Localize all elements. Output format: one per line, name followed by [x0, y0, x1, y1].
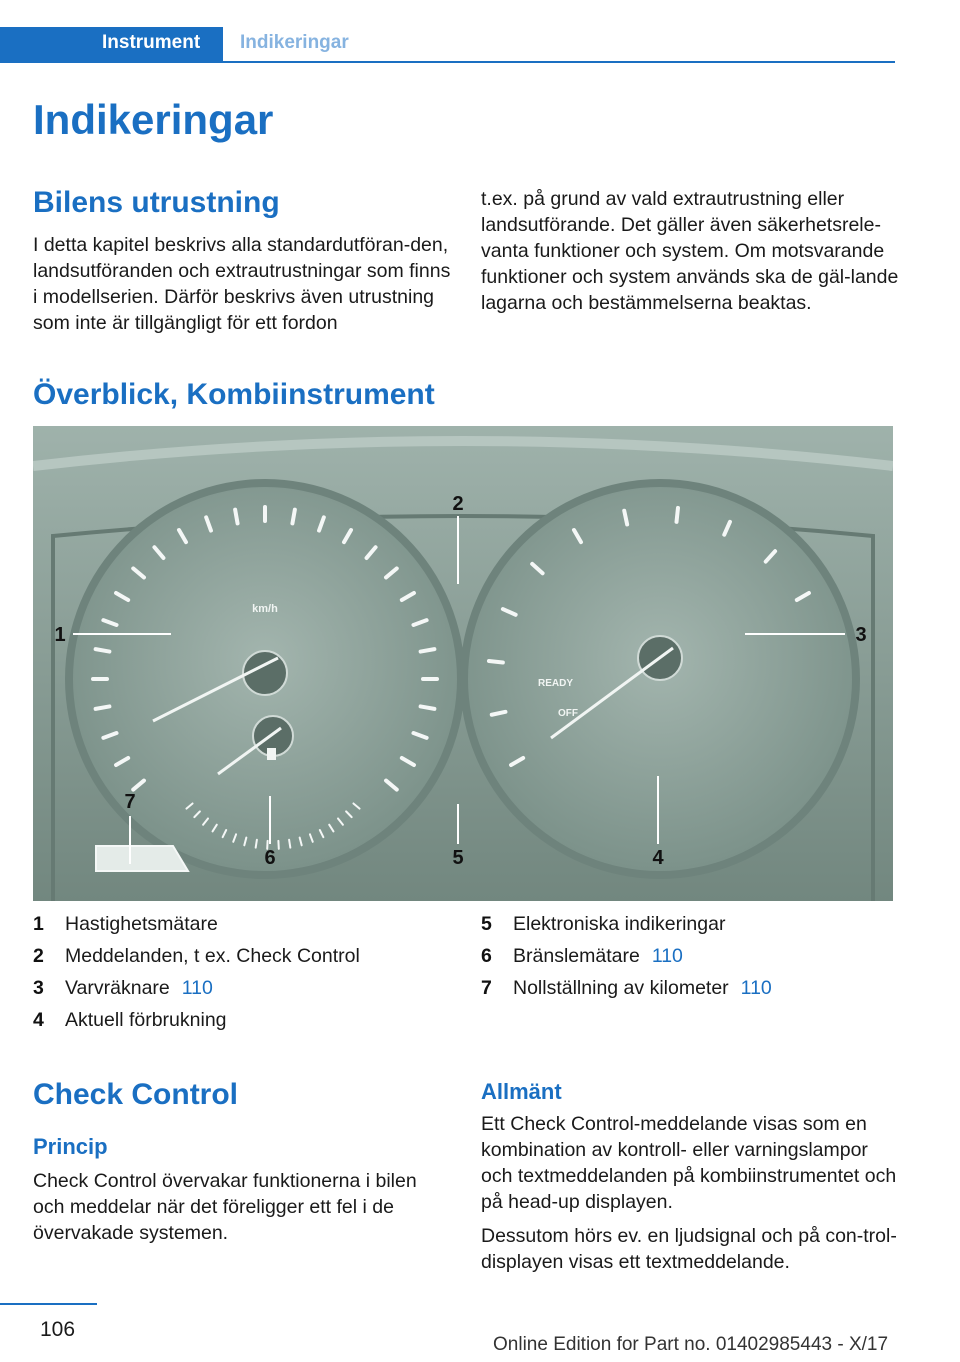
- legend-label: [65, 945, 360, 968]
- general-paragraph: Ett Check Control-meddelande visas som en kombination av kontroll- eller varningslampor och textmeddelanden på kombiinstrumentet och på head-up displayen.: [481, 1113, 897, 1213]
- callout-2: 2: [452, 493, 464, 515]
- page-header: [0, 27, 895, 63]
- gauge-tick: [489, 661, 503, 662]
- legend-number: 6: [481, 945, 492, 967]
- gauge-tick: [235, 510, 237, 524]
- ready-label: READY: [538, 678, 574, 689]
- equipment-paragraph-left: I detta kapitel beskrivs alla standardutföran-den, landsutföranden och extrautrustningar som finns i modellserien. Därför beskrivs även utrustning som inte är tillgängligt för ett fordon: [33, 234, 451, 334]
- gauge-tick: [96, 706, 110, 708]
- legend-label: [513, 977, 772, 1000]
- legend-left: [33, 913, 453, 1041]
- legend-label: [65, 1009, 227, 1032]
- instrument-cluster-figure: [33, 426, 893, 901]
- edition-note: Online Edition for Part no. 01402985443 - X/17: [493, 1334, 889, 1355]
- legend-item: [33, 945, 453, 977]
- equipment-text-right: [481, 186, 901, 324]
- legend-number: 7: [481, 977, 492, 999]
- callout-3: 3: [855, 624, 867, 646]
- page-reference-link[interactable]: 110: [740, 977, 772, 999]
- legend-label-text: Elektroniska indikeringar: [513, 913, 726, 935]
- legend-number: 1: [33, 913, 44, 935]
- gauge-tick: [292, 510, 294, 524]
- general-text-block: [481, 1111, 901, 1283]
- equipment-text-left: [33, 232, 453, 344]
- equipment-paragraph-right: t.ex. på grund av vald extrautrustning eller landsutförande. Det gäller även säkerhetsrele-vanta funktioner och system. Om motsvarande funktioner och system används ska de gäl-lande lagarna och bestämmelserna beaktas.: [481, 188, 899, 314]
- gauge-tick: [624, 511, 627, 525]
- legend-item: [33, 977, 453, 1009]
- legend-label: [513, 913, 725, 936]
- gauge-tick: [289, 840, 290, 848]
- principle-heading: Princip: [33, 1134, 108, 1159]
- legend-number: 4: [33, 1009, 44, 1031]
- principle-text-block: [33, 1168, 453, 1254]
- callout-1: 1: [54, 624, 66, 646]
- gauge-tick: [492, 712, 506, 715]
- legend-number: 2: [33, 945, 44, 967]
- callout-5: 5: [452, 847, 464, 869]
- general-paragraph: Dessutom hörs ev. en ljudsignal och på con-trol-displayen visas ett textmeddelande.: [481, 1225, 897, 1273]
- page-reference-link[interactable]: 110: [651, 945, 683, 967]
- overview-heading: Överblick, Kombiinstrument: [33, 378, 435, 411]
- off-label: OFF: [558, 708, 578, 719]
- legend-label: [65, 913, 218, 936]
- gauge-tick: [421, 649, 435, 651]
- legend-number: 3: [33, 977, 44, 999]
- page-title: Indikeringar: [33, 96, 274, 143]
- legend-label-text: Hastighetsmätare: [65, 913, 218, 935]
- general-heading: Allmänt: [481, 1079, 562, 1104]
- principle-paragraph: Check Control övervakar funktionerna i bilen och meddelar när det föreligger ett fel i de övervakade systemen.: [33, 1170, 417, 1244]
- legend-item: [481, 977, 901, 1009]
- legend-item: [33, 1009, 453, 1041]
- equipment-heading: Bilens utrustning: [33, 186, 280, 219]
- legend-label-text: Nollställning av kilometer: [513, 977, 729, 999]
- legend-item: [481, 913, 901, 945]
- legend-item: [481, 945, 901, 977]
- callout-4: 4: [652, 847, 664, 869]
- legend-label-text: Varvräknare: [65, 977, 170, 999]
- gauge-tick: [256, 840, 257, 848]
- gauge-tick: [96, 649, 110, 651]
- page-reference-link[interactable]: 110: [181, 977, 213, 999]
- legend-label-text: Meddelanden, t ex. Check Control: [65, 945, 360, 967]
- page-number: 106: [40, 1318, 76, 1341]
- legend-label-text: Bränslemätare: [513, 945, 640, 967]
- header-tab-indikeringar[interactable]: Indikeringar: [240, 32, 349, 53]
- header-tab-instrument[interactable]: Instrument: [102, 32, 201, 53]
- legend-number: 5: [481, 913, 492, 935]
- legend-label: [513, 945, 683, 968]
- callout-7: 7: [124, 791, 136, 813]
- gauge-tick: [421, 706, 435, 708]
- trip-reset-button: [96, 846, 188, 871]
- gauge-tick: [677, 508, 678, 522]
- legend-right: [481, 913, 901, 1009]
- instrument-cluster-illustration: [33, 426, 893, 901]
- check-control-heading: Check Control: [33, 1078, 239, 1111]
- legend-item: [33, 913, 453, 945]
- footer-rule: [0, 1303, 97, 1305]
- legend-label: [65, 977, 213, 1000]
- legend-label-text: Aktuell förbrukning: [65, 1009, 227, 1031]
- speed-unit-label: km/h: [252, 603, 278, 615]
- callout-6: 6: [264, 847, 276, 869]
- fuel-pump-icon: [267, 748, 276, 760]
